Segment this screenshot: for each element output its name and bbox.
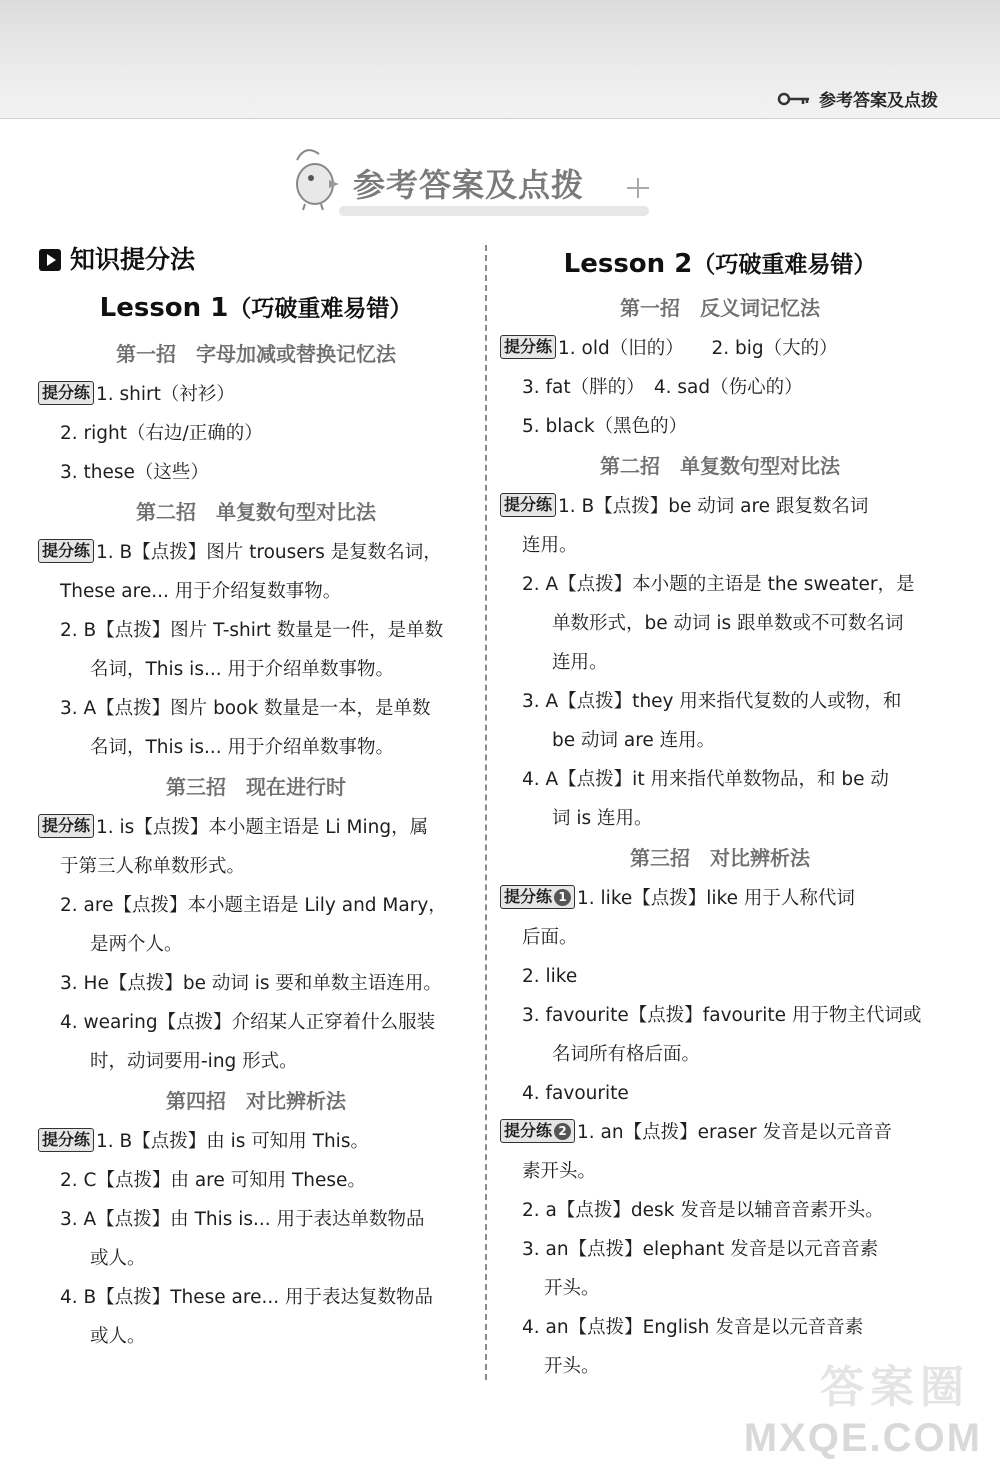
answer-line: 2. like — [522, 966, 578, 987]
practice-tag: 提分练 — [38, 539, 94, 563]
answer-line: 2. right（右边/正确的） — [60, 423, 263, 444]
title-underline — [339, 206, 649, 216]
header-label-text: 参考答案及点拨 — [819, 91, 938, 111]
answer-line: 是两个人。 — [90, 934, 183, 955]
move-heading: 第三招 对比辨析法 — [630, 846, 810, 870]
page-title: 参考答案及点拨 — [353, 166, 585, 204]
answer-line: 素开头。 — [522, 1161, 597, 1182]
answer-line: 于第三人称单数形式。 — [60, 856, 246, 877]
watermark-logo: 答案圈 — [820, 1362, 970, 1413]
answer-line: 3. fat（胖的） 4. sad（伤心的） — [522, 377, 803, 398]
answer-line: 名词，This is... 用于介绍单数事物。 — [90, 737, 394, 758]
answer-line: 连用。 — [552, 652, 608, 673]
move-heading: 第一招 反义词记忆法 — [620, 296, 820, 320]
answer-line: 2. a【点拨】desk 发音是以辅音音素开头。 — [522, 1200, 884, 1221]
answer-line: 连用。 — [522, 535, 578, 556]
answer-line: 2. are【点拨】本小题主语是 Lily and Mary， — [60, 895, 447, 916]
answer-line: 4. wearing【点拨】介绍某人正穿着什么服装 — [60, 1012, 436, 1033]
watermark-url: MXQE.COM — [743, 1416, 982, 1460]
answer-line: 后面。 — [522, 927, 578, 948]
answer-line: These are... 用于介绍复数事物。 — [60, 581, 342, 602]
left-column — [38, 238, 474, 1356]
right-column — [500, 244, 940, 1386]
move-heading: 第四招 对比辨析法 — [166, 1089, 346, 1113]
answer-line: 4. favourite — [522, 1083, 629, 1104]
answer-line: 名词所有格后面。 — [552, 1044, 701, 1065]
answer-line: 时，动词要用-ing 形式。 — [90, 1051, 298, 1072]
answer-line: 2. C【点拨】由 are 可知用 These。 — [60, 1170, 366, 1191]
practice-tag: 提分练 — [38, 381, 94, 405]
answer-line: 4. B【点拨】These are... 用于表达复数物品 — [60, 1287, 433, 1308]
answer-line: 提分练 1. B【点拨】图片 trousers 是复数名词， — [38, 533, 474, 572]
answer-line: 2. B【点拨】图片 T-shirt 数量是一件，是单数 — [60, 620, 444, 641]
play-icon — [38, 248, 62, 272]
practice-tag: 提分练 2 — [500, 1119, 575, 1143]
column-divider — [485, 245, 487, 1380]
practice-tag: 提分练 — [500, 335, 556, 359]
answer-line: 3. an【点拨】elephant 发音是以元音音素 — [522, 1239, 879, 1260]
section-title — [38, 238, 474, 282]
answer-line: 5. black（黑色的） — [522, 416, 688, 437]
chick-mascot-icon — [285, 140, 349, 212]
answer-line: 或人。 — [90, 1248, 146, 1269]
move-heading: 第二招 单复数句型对比法 — [600, 454, 840, 478]
practice-tag: 提分练 — [500, 493, 556, 517]
answer-line: 提分练 1. B【点拨】be 动词 are 跟复数名词 — [500, 487, 940, 526]
answer-line: 3. A【点拨】they 用来指代复数的人或物，和 — [522, 691, 902, 712]
answer-line: 提分练 1. shirt（衬衫） — [38, 375, 474, 414]
answer-line: 开头。 — [544, 1278, 600, 1299]
answer-line: 2. A【点拨】本小题的主语是 the sweater，是 — [522, 574, 915, 595]
answer-line: 词 is 连用。 — [552, 808, 653, 829]
answer-line: 或人。 — [90, 1326, 146, 1347]
practice-tag: 提分练 — [38, 814, 94, 838]
practice-tag: 提分练 1 — [500, 885, 575, 909]
answer-line: 3. favourite【点拨】favourite 用于物主代词或 — [522, 1005, 922, 1026]
move-heading: 第二招 单复数句型对比法 — [136, 500, 376, 524]
move-heading: 第一招 字母加减或替换记忆法 — [116, 342, 396, 366]
answer-line: 提分练 2 1. an【点拨】eraser 发音是以元音音 — [500, 1113, 940, 1152]
answer-line: 开头。 — [544, 1356, 600, 1377]
answer-line: 提分练 1 1. like【点拨】like 用于人称代词 — [500, 879, 940, 918]
answer-line: 3. He【点拨】be 动词 is 要和单数主语连用。 — [60, 973, 442, 994]
answer-line: 提分练 1. is【点拨】本小题主语是 Li Ming，属 — [38, 808, 474, 847]
lesson-title: Lesson 2（巧破重难易错） — [563, 249, 877, 279]
lesson-title: Lesson 1（巧破重难易错） — [99, 293, 413, 323]
header-label — [777, 86, 938, 111]
answer-line: 3. A【点拨】图片 book 数量是一本，是单数 — [60, 698, 431, 719]
answer-line: 单数形式，be 动词 is 跟单数或不可数名词 — [552, 613, 904, 634]
answer-line: 4. an【点拨】English 发音是以元音音素 — [522, 1317, 864, 1338]
page-title-block — [285, 140, 705, 220]
sparkle-icon — [623, 176, 653, 200]
answer-line: be 动词 are 连用。 — [552, 730, 716, 751]
answer-line: 提分练 1. B【点拨】由 is 可知用 This。 — [38, 1122, 474, 1161]
answer-line: 4. A【点拨】it 用来指代单数物品，和 be 动 — [522, 769, 889, 790]
answer-line: 提分练 1. old（旧的） 2. big（大的） — [500, 329, 940, 368]
answer-line: 名词，This is... 用于介绍单数事物。 — [90, 659, 394, 680]
answer-line: 3. these（这些） — [60, 462, 209, 483]
practice-tag: 提分练 — [38, 1128, 94, 1152]
move-heading: 第三招 现在进行时 — [166, 775, 346, 799]
key-icon — [777, 92, 811, 106]
section-title-text: 知识提分法 — [70, 245, 196, 274]
answer-line: 3. A【点拨】由 This is... 用于表达单数物品 — [60, 1209, 425, 1230]
